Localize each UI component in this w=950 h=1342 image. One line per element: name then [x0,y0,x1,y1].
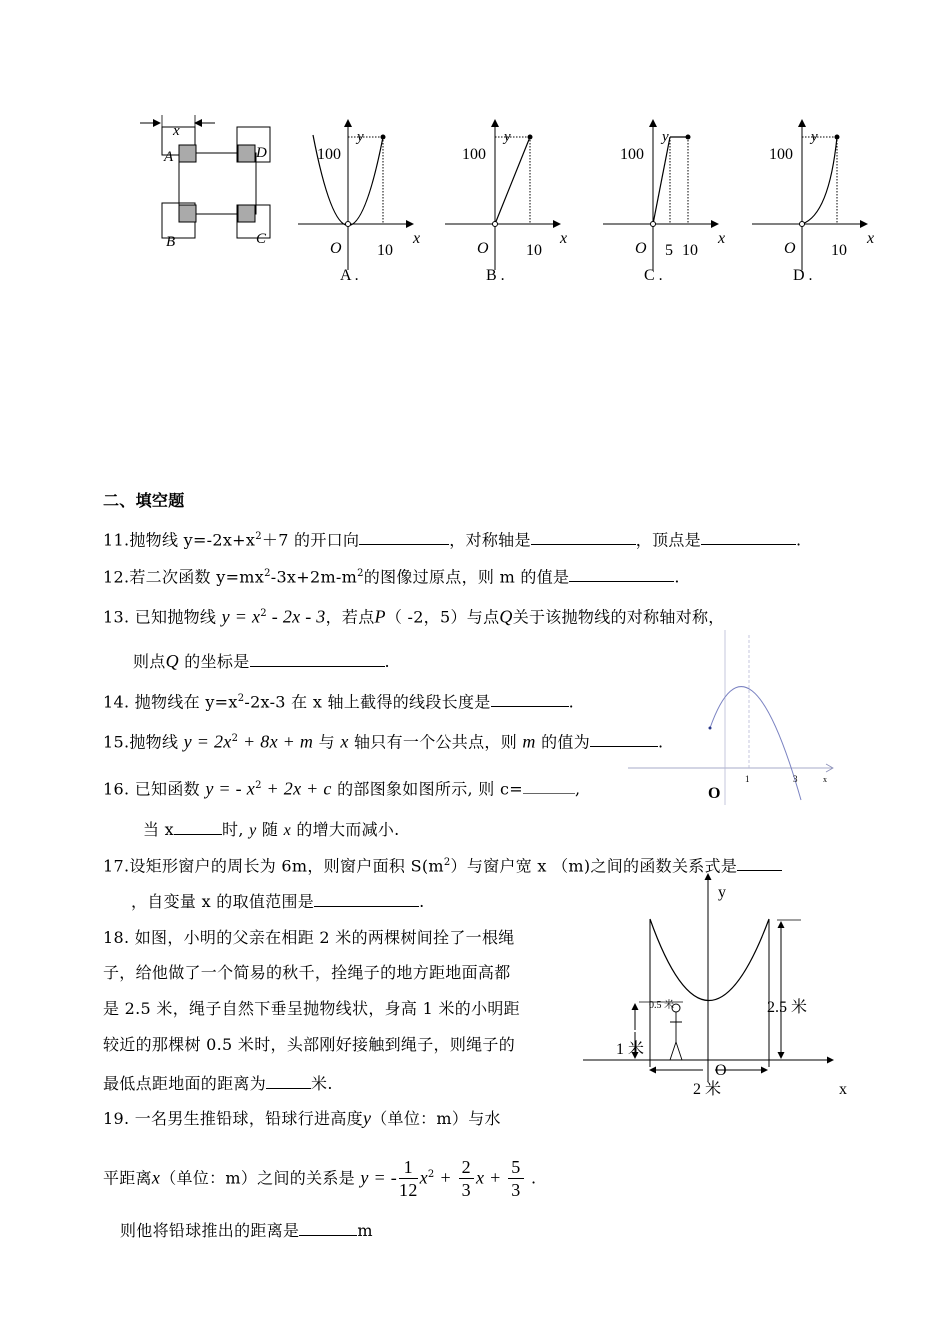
svg-text:x: x [718,230,726,247]
svg-text:x: x [413,230,421,247]
question-14: 14. 抛物线在 $y=x^2-2x-3$ 在 x 轴上截得的线段长度是 . [103,692,574,712]
svg-text:2 米: 2 米 [693,1081,722,1098]
svg-text:100: 100 [317,146,341,163]
section-title: 二、填空题 [103,491,185,510]
question-15: 15.抛物线 $y = 2x^2 + 8x + m$ 与 x 轴只有一个公共点，则 m 的值为 . [103,731,664,752]
question-18-line2: 子，给他做了一个简易的秋千，拴绳子的地方距地面高都 [103,963,511,982]
svg-text:y: y [357,129,364,145]
svg-text:x: x [560,230,568,247]
svg-text:D .: D . [793,267,813,284]
question-18-line4: 较近的那棵树 0.5 米时，头部刚好接触到绳子，则绳子的 [103,1035,516,1054]
answer-blank[interactable] [299,1219,357,1236]
svg-text:x: x [867,230,875,247]
answer-blank[interactable] [250,650,385,667]
label-b: B [166,234,176,250]
svg-text:C .: C . [644,267,663,284]
svg-text:3: 3 [793,774,798,784]
svg-text:y: y [662,129,669,145]
answer-blank[interactable] [266,1072,311,1089]
q16-origin: O [708,785,721,802]
svg-text:10: 10 [831,242,847,259]
fraction: $\frac{5}{3}$ [508,1156,523,1201]
svg-text:A .: A . [340,267,359,284]
question-16: 16. 已知函数 y = - $x^2 + 2x + c$ 的部图象如图所示, 则 c= , [103,778,581,799]
svg-text:100: 100 [769,146,793,163]
svg-text:O: O [635,240,647,257]
svg-text:y: y [718,884,726,901]
question-18-line5: 最低点距地面的距离为 米. [103,1074,333,1093]
question-19-line3: 则他将铅球推出的距离是 m [120,1221,373,1240]
question-18-line1: 18. 如图，小明的父亲在相距 2 米的两棵树间拴了一根绳 [103,928,515,947]
answer-blank[interactable] [523,777,575,794]
question-19: 19. 一名男生推铅球，铅球行进高度y（单位：m）与水 [103,1108,501,1128]
svg-text:y: y [811,129,818,145]
question-13-line2: 则点Q 的坐标是 . [133,651,390,671]
svg-text:O: O [330,240,342,257]
graph-d [749,115,889,285]
svg-text:1 米: 1 米 [616,1041,645,1058]
q16-graph [628,630,848,805]
svg-text:y: y [504,129,511,145]
svg-text:0.5 米: 0.5 米 [649,1000,674,1011]
answer-blank[interactable] [314,890,419,907]
svg-text:1: 1 [745,774,750,784]
answer-blank[interactable] [531,528,636,545]
svg-text:O: O [477,240,489,257]
graph-c [600,115,740,285]
svg-text:O: O [715,1062,727,1079]
question-19-line2: 平距离x（单位：m）之间的关系是 y = - $\frac{1}{12}$ $x^2$ + $\frac{2}{3}$ x + $\frac{5}{3}$ . [103,1157,537,1201]
answer-blank[interactable] [737,854,782,871]
question-11: 11.抛物线 $y=-2x+x^2+7$ 的开口向 ，对称轴是 ，顶点是 . [103,530,802,550]
svg-text:B .: B . [486,267,505,284]
answer-blank[interactable] [569,565,674,582]
q18-graph [583,872,853,1102]
label-c: C [256,231,267,247]
answer-blank[interactable] [359,528,449,545]
question-18-line3: 是 2.5 米，绳子自然下垂呈抛物线状，身高 1 米的小明距 [103,999,520,1018]
label-d: D [256,145,267,161]
svg-text:O: O [784,240,796,257]
svg-text:10: 10 [377,242,393,259]
question-12: 12.若二次函数 $y=mx^2-3x+2m-m^2$的图像过原点，则 m 的值是 . [103,567,680,587]
svg-text:10: 10 [526,242,542,259]
graph-b [442,115,582,285]
svg-text:100: 100 [462,146,486,163]
svg-text:100: 100 [620,146,644,163]
svg-text:2.5 米: 2.5 米 [767,999,808,1016]
svg-text:10: 10 [682,242,698,259]
fraction: $\frac{1}{12}$ [399,1157,418,1201]
question-17-line2: ，自变量 x 的取值范围是 . [131,892,425,911]
svg-text:x: x [823,775,827,784]
x-label: x [173,123,180,139]
answer-blank[interactable] [174,818,222,835]
question-17: 17.设矩形窗户的周长为 6m，则窗户面积 $S(m^2)$与窗户宽 x （m)之间的函数关系式是 [103,853,782,876]
question-16-line2: 当 x 时, y 随 x 的增大而减小. [143,820,400,839]
square-figure [140,115,280,250]
answer-blank[interactable] [701,528,796,545]
question-13: 13. 已知抛物线 $y = x^2 - 2x - 3$，若点P（ -2，5）与点Q关于该抛物线的对称轴对称， [103,606,725,627]
svg-text:x: x [839,1081,847,1098]
svg-text:5: 5 [665,242,673,259]
label-a: A [164,149,174,165]
answer-blank[interactable] [491,690,569,707]
fraction: $\frac{2}{3}$ [459,1156,474,1201]
graph-a [295,115,435,285]
